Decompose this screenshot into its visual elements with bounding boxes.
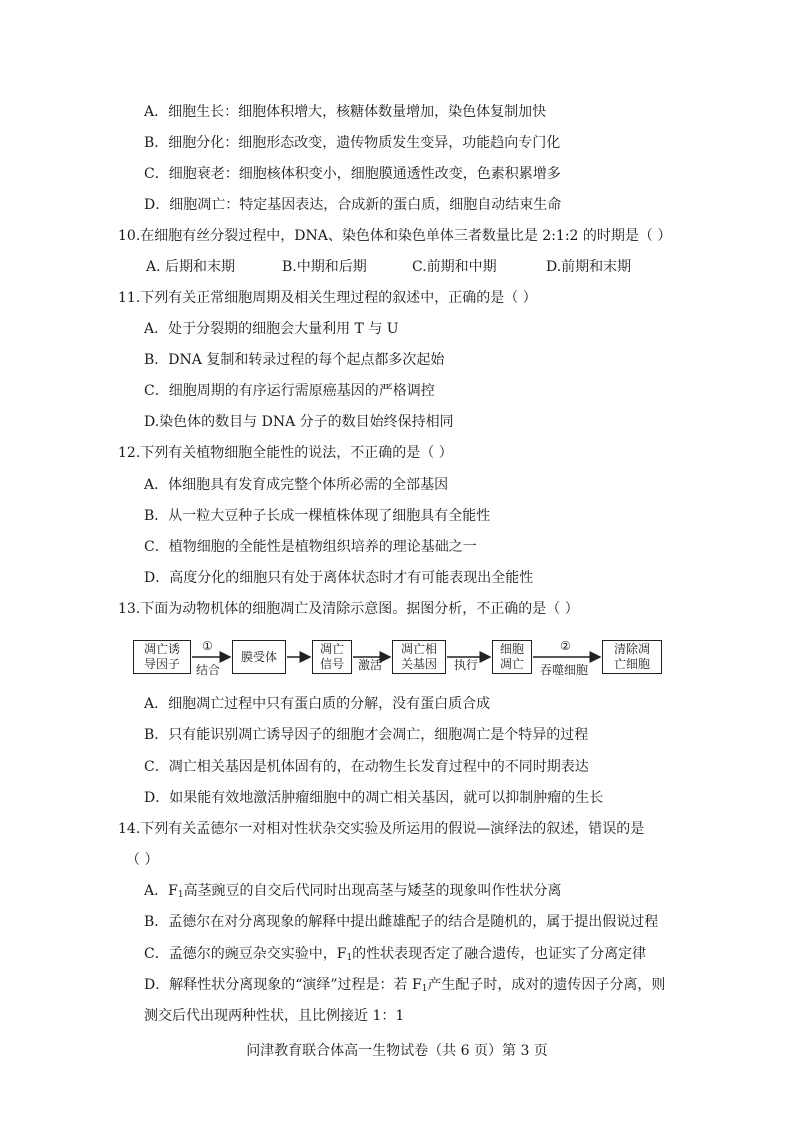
q13-option-c: C．凋亡相关基因是机体固有的，在动物生长发育过程中的不同时期表达 (144, 759, 589, 775)
q11-option-a: A．处于分裂期的细胞会大量利用 T 与 U (144, 321, 399, 337)
q12-option-d: D．高度分化的细胞只有处于离体状态时才有可能表现出全能性 (144, 570, 534, 586)
q12-option-c: C．植物细胞的全能性是植物组织培养的理论基础之一 (144, 539, 477, 555)
q10-stem: 10.在细胞有丝分裂过程中，DNA、染色体和染色单体三者数量比是 2:1:2 的时期是（ ） (118, 228, 672, 244)
q14-option-a: A．$F_1$高茎豌豆的自交后代同时出现高茎与矮茎的现象叫作性状分离 (144, 883, 562, 900)
q14-option-b: B．孟德尔在对分离现象的解释中提出雌雄配子的结合是随机的，属于提出假说过程 (144, 914, 659, 930)
q12-option-b: B．从一粒大豆种子长成一棵植株体现了细胞具有全能性 (144, 508, 491, 524)
flow-label-1-top: ① (202, 639, 213, 653)
q10-option-b: B.中期和后期 (282, 259, 367, 275)
flow-box-inducer: 凋亡诱 导因子 (133, 640, 191, 674)
flow-label-4-bottom: 执行 (454, 658, 479, 672)
q10-option-d: D.前期和末期 (546, 259, 632, 275)
q9-option-a: A．细胞生长：细胞体积增大，核糖体数量增加，染色体复制加快 (144, 104, 547, 120)
q10-option-a: A. 后期和末期 (146, 259, 236, 275)
q14-option-d-continuation: 测交后代出现两种性状，且比例接近 1：1 (144, 1008, 405, 1024)
q9-option-c: C．细胞衰老：细胞核体积变小，细胞膜通透性改变，色素积累增多 (144, 166, 561, 182)
flow-box-clearance: 清除凋 亡细胞 (602, 640, 662, 674)
q13-option-b: B．只有能识别凋亡诱导因子的细胞才会凋亡，细胞凋亡是个特异的过程 (144, 727, 589, 743)
flow-label-5-bottom: 吞噬细胞 (540, 663, 589, 677)
q14-option-c: C．孟德尔的豌豆杂交实验中，$F_1$的性状表现否定了融合遗传，也证实了分离定律 (144, 946, 647, 963)
flow-box-receptor: 膜受体 (232, 640, 286, 674)
q11-option-c: C．细胞周期的有序运行需原癌基因的严格调控 (144, 383, 435, 399)
page-footer: 问津教育联合体高一生物试卷（共 6 页）第 3 页 (246, 1043, 548, 1059)
q14-stem: 14.下列有关孟德尔一对相对性状杂交实验及所运用的假说—演绎法的叙述，错误的是 (118, 821, 645, 837)
flow-label-3-bottom: 激活 (358, 658, 383, 672)
flow-label-1-bottom: 结合 (196, 663, 221, 677)
flow-box-genes: 凋亡相 关基因 (392, 640, 446, 674)
q14-option-d: D．解释性状分离现象的“演绎”过程是：若 $F_1$产生配子时，成对的遗传因子分离，则 (144, 977, 666, 994)
q14-answer-blank: （ ） (126, 852, 159, 868)
q12-stem: 12.下列有关植物细胞全能性的说法，不正确的是（ ） (118, 445, 453, 461)
flow-box-apoptosis: 细胞 凋亡 (492, 640, 532, 674)
flow-box-signal: 凋亡 信号 (312, 640, 352, 674)
q13-stem: 13.下面为动物机体的细胞凋亡及清除示意图。据图分析，不正确的是（ ） (118, 601, 579, 617)
q11-stem: 11.下列有关正常细胞周期及相关生理过程的叙述中，正确的是（ ） (118, 290, 537, 306)
q10-option-c: C.前期和中期 (412, 259, 497, 275)
q12-option-a: A．体细胞具有发育成完整个体所必需的全部基因 (144, 477, 449, 493)
q11-option-d: D.染色体的数目与 DNA 分子的数目始终保持相同 (144, 414, 454, 430)
q9-option-d: D．细胞凋亡：特定基因表达，合成新的蛋白质，细胞自动结束生命 (144, 197, 562, 213)
apoptosis-flow-diagram (128, 636, 668, 676)
q13-option-a: A．细胞凋亡过程中只有蛋白质的分解，没有蛋白质合成 (144, 696, 491, 712)
q13-option-d: D．如果能有效地激活肿瘤细胞中的凋亡相关基因，就可以抑制肿瘤的生长 (144, 790, 604, 806)
q9-option-b: B．细胞分化：细胞形态改变，遗传物质发生变异，功能趋向专门化 (144, 135, 561, 151)
q11-option-b: B．DNA 复制和转录过程的每个起点都多次起始 (144, 352, 445, 368)
flow-label-5-top: ② (560, 639, 571, 653)
